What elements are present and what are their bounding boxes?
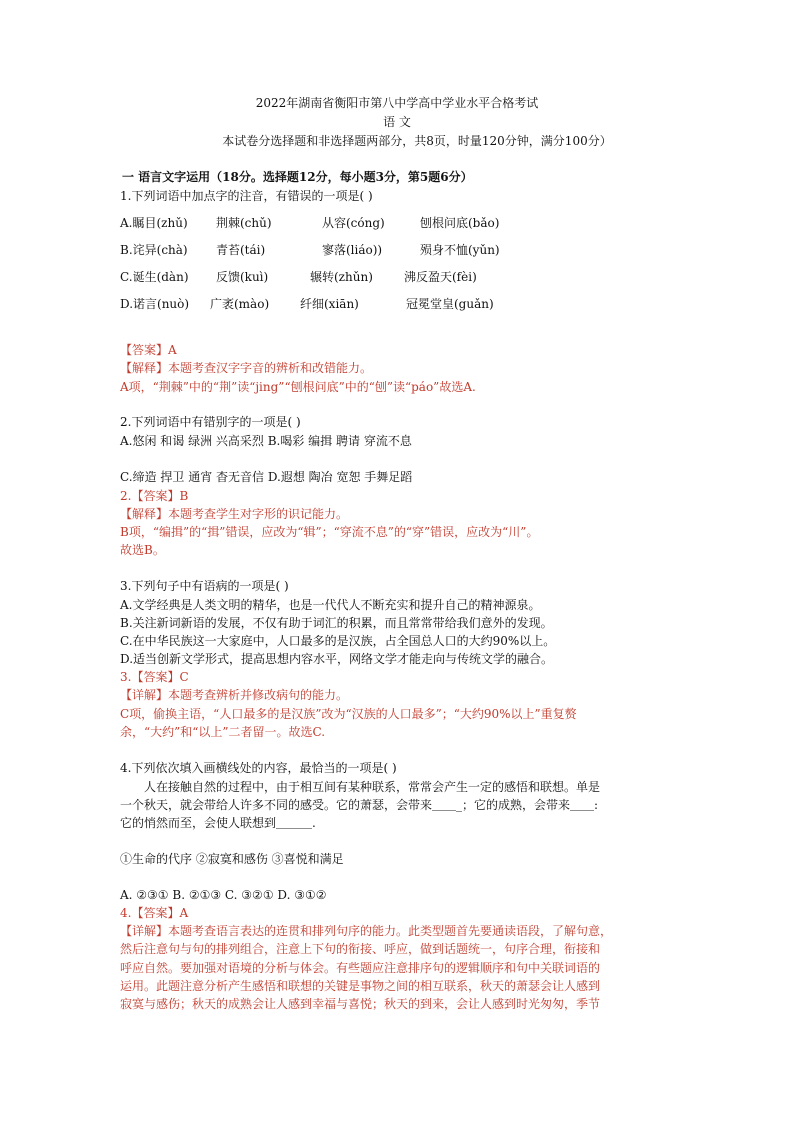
- q4-detail-1: 【详解】本题考查语言表达的连贯和排列句序的能力。此类型题首先要通读语段，了解句意，: [120, 924, 613, 938]
- q1-option-d-3: 纤细(xiān): [300, 297, 359, 311]
- q1-option-a-4: 刨根问底(bǎo): [420, 216, 500, 230]
- q1-option-d-1: D.诺言(nuò): [120, 297, 190, 311]
- q2-detail-2: 故选B。: [120, 543, 165, 557]
- q1-option-d-4: 冠冕堂皇(guǎn): [406, 297, 494, 311]
- q3-detail-1: C项，偷换主语，“人口最多的是汉族”改为“汉族的人口最多”；“大约90%以上”重复赘: [120, 707, 577, 721]
- q4-detail-2: 然后注意句与句的排列组合，注意上下句的衔接、呼应，做到话题统一，句序合理，衔接和: [120, 942, 601, 956]
- section-heading: 一 语言文字运用（18分。选择题12分，每小题3分，第5题6分）: [122, 170, 473, 184]
- q3-detail-2: 余，“大约”和“以上”二者留一。故选C.: [120, 725, 326, 739]
- q4-passage-2: 一个秋天，就会带给人许多不同的感受。它的萧瑟，会带来＿＿_；它的成熟，会带来＿＿:: [120, 798, 599, 812]
- q1-option-c-4: 沸反盈天(fèi): [404, 270, 477, 284]
- q4-detail-5: 寂寞与感伤；秋天的成熟会让人感到幸福与喜悦；秋天的到来，会让人感到时光匆匆，季节: [120, 997, 601, 1011]
- q3-option-c: C.在中华民族这一大家庭中，人口最多的是汉族，占全国总人口的大约90%以上。: [120, 634, 556, 648]
- q4-answer: 4.【答案】A: [120, 906, 189, 920]
- q1-option-b-2: 青苔(tái): [216, 243, 266, 257]
- q1-option-b-1: B.诧异(chà): [120, 243, 188, 257]
- q4-options: A. ②③① B. ②①③ C. ③②① D. ③①②: [120, 888, 327, 902]
- question-3-stem: 3.下列句子中有语病的一项是( ): [120, 579, 289, 593]
- q1-option-c-2: 反馈(kuì): [216, 270, 269, 284]
- question-4-stem: 4.下列依次填入画横线处的内容，最恰当的一项是( ): [120, 761, 397, 775]
- q1-option-d-2: 广袤(mào): [210, 297, 270, 311]
- q1-option-c-3: 辗转(zhǔn): [310, 270, 373, 284]
- q1-option-a-1: A.瞩目(zhǔ): [120, 216, 188, 230]
- q4-items: ①生命的代序 ②寂寞和感伤 ③喜悦和满足: [120, 852, 344, 866]
- q4-detail-4: 运用。此题注意分析产生感悟和联想的关键是事物之间的相互联系，秋天的萧瑟会让人感到: [120, 979, 601, 993]
- q4-detail-3: 呼应自然。要加强对语境的分析与体会。有些题应注意排序句的逻辑顺序和句中关联词语的: [120, 961, 601, 975]
- q1-option-b-3: 寥落(liáo)): [322, 243, 383, 257]
- q1-option-a-2: 荆棘(chǔ): [216, 216, 272, 230]
- q3-option-d: D.适当创新文学形式，提高思想内容水平，网络文学才能走向与传统文学的融合。: [120, 652, 554, 666]
- q1-detail: A项，“荆棘”中的“荆”读“jing”“刨根问底”中的“刨”读“páo”故选A.: [120, 380, 476, 394]
- q1-answer: 【答案】A: [120, 343, 177, 357]
- q2-options-ab: A.悠闲 和谒 绿洲 兴高采烈 B.喝彩 编揖 聘请 穿流不息: [120, 434, 412, 448]
- question-1-stem: 1.下列词语中加点字的注音，有错误的一项是( ): [120, 189, 373, 203]
- q1-option-c-1: C.诞生(dàn): [120, 270, 189, 284]
- q1-option-a-3: 从容(cóng): [322, 216, 385, 230]
- exam-instructions: 本试卷分选择题和非选择题两部分，共8页，时量120分钟，满分100分）: [222, 134, 612, 148]
- q3-explanation: 【详解】本题考查辨析并修改病句的能力。: [120, 688, 349, 702]
- q4-passage-3: 它的悄然而至，会使人联想到＿＿＿.: [120, 816, 316, 830]
- q1-option-b-4: 殒身不恤(yǔn): [420, 243, 500, 257]
- q1-explanation: 【解释】本题考查汉字字音的辨析和改错能力。: [120, 361, 373, 375]
- q4-passage-1: 人在接触自然的过程中，由于相互间有某种联系，常常会产生一定的感悟和联想。单是: [144, 780, 601, 794]
- q2-detail-1: B项，“编揖”的“揖”错误，应改为“辑”；“穿流不息”的“穿”错误，应改为“川”。: [120, 525, 539, 539]
- q3-answer: 3.【答案】C: [120, 670, 189, 684]
- q3-option-a: A.文学经典是人类文明的精华，也是一代代人不断充实和提升自己的精神源泉。: [120, 598, 541, 612]
- q3-option-b: B.关注新词新语的发展，不仅有助于词汇的积累，而且常常带给我们意外的发现。: [120, 616, 553, 630]
- q2-explanation: 【解释】本题考查学生对字形的识记能力。: [120, 507, 349, 521]
- subject-title: 语 文: [383, 115, 411, 129]
- exam-title: 2022年湖南省衡阳市第八中学高中学业水平合格考试: [255, 96, 539, 110]
- q2-answer: 2.【答案】B: [120, 489, 189, 503]
- q2-options-cd: C.缔造 捍卫 通宵 杳无音信 D.遐想 陶冶 宽恕 手舞足蹈: [120, 470, 413, 484]
- question-2-stem: 2.下列词语中有错别字的一项是( ): [120, 415, 301, 429]
